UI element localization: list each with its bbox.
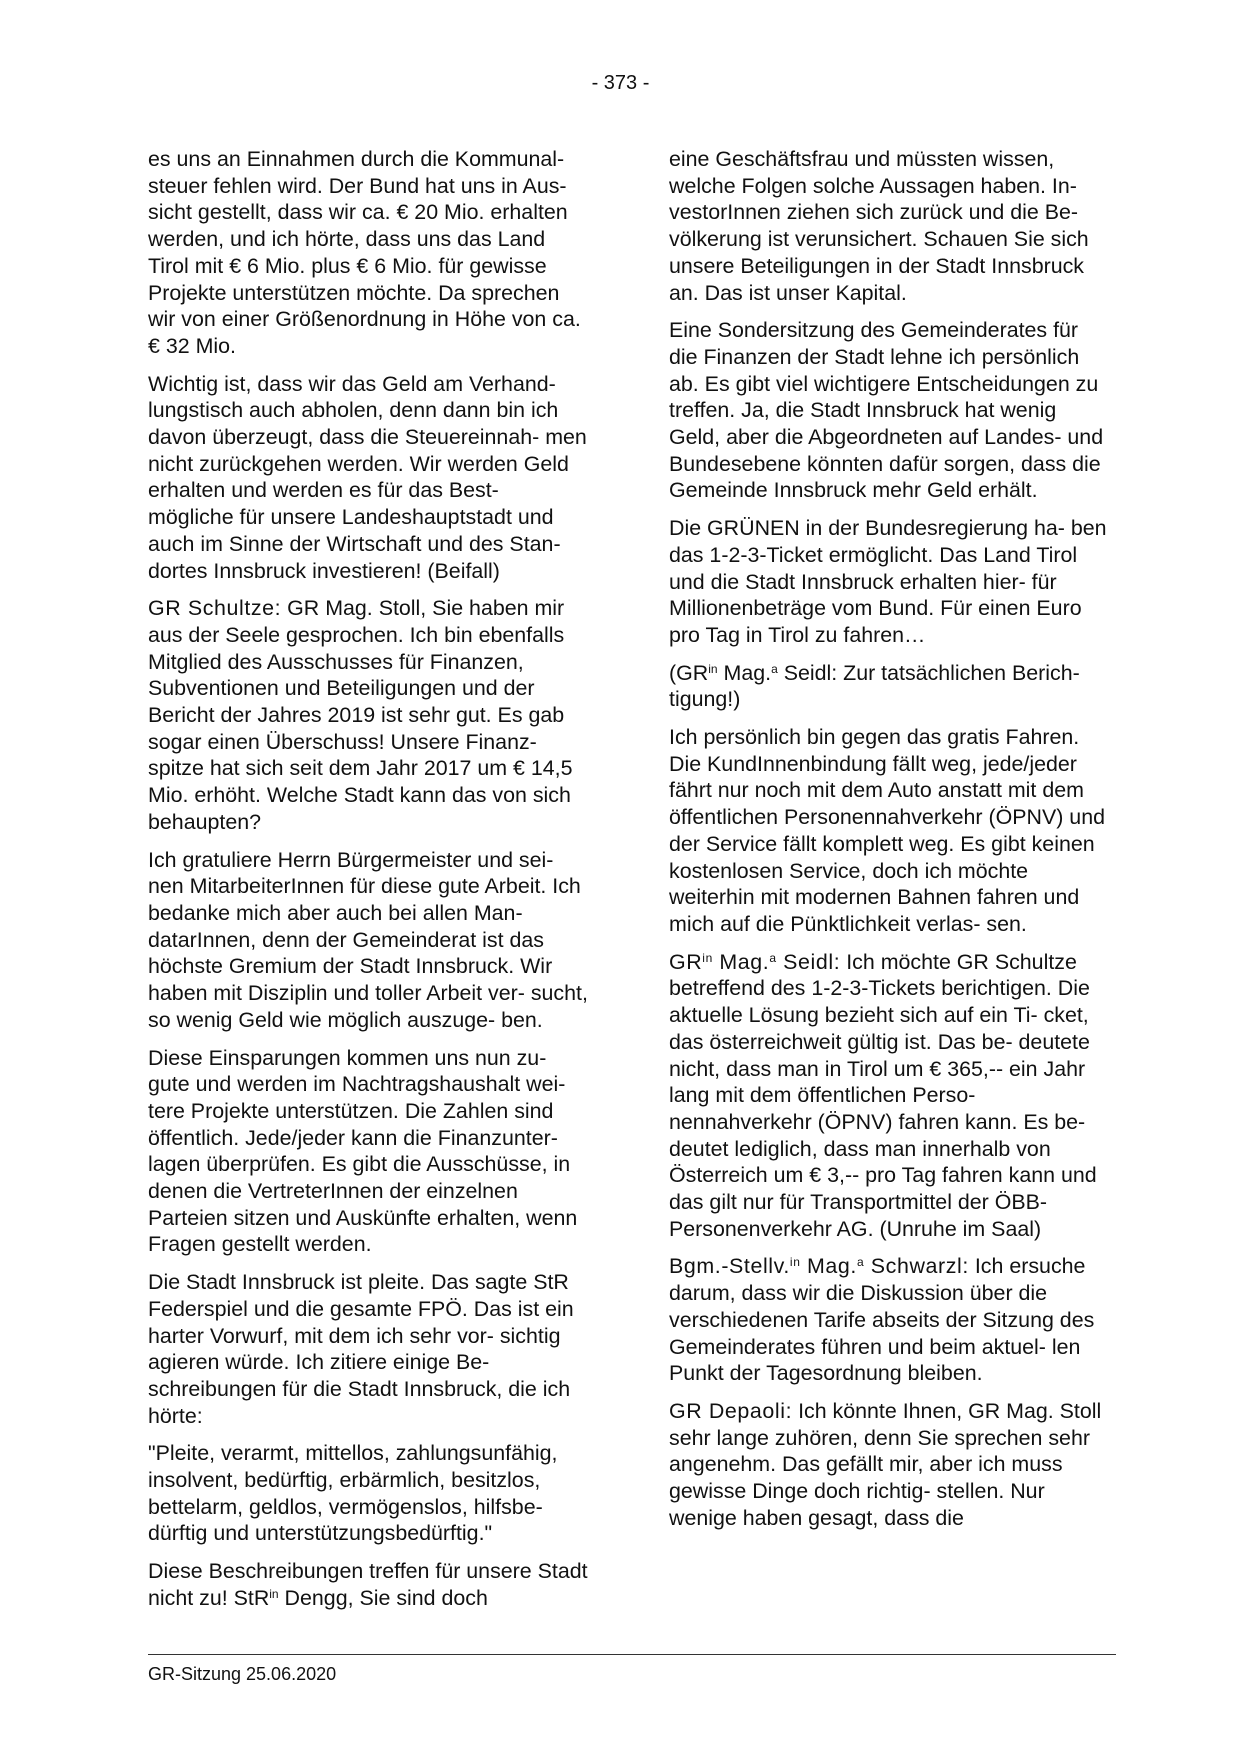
text: Schwarzl:: [864, 1254, 969, 1279]
text: Dengg, Sie sind doch: [278, 1585, 488, 1610]
paragraph: Die Stadt Innsbruck ist pleite. Das sagte StR Federspiel und die gesamte FPÖ. Das ist ein harter Vorwurf, mit dem ich sehr vor- sichtig agieren würde. Ich zitiere einige Be- schreibungen für die Stadt Innsbruck, die ich hörte:: [148, 1270, 574, 1428]
paragraph: eine Geschäftsfrau und müssten wissen, welche Folgen solche Aussagen haben. In- vestorInnen ziehen sich zurück und die Be- völkerung ist verunsichert. Schauen Sie sich unsere Beteiligungen in der Stadt Innsbruck an. Das ist unser Kapital.: [669, 147, 1089, 305]
paragraph: "Pleite, verarmt, mittellos, zahlungsunfähig, insolvent, bedürftig, erbärmlich, besitzlos, bettelarm, geldlos, vermögenslos, hilfsbe- dürftig und unterstützungsbedürftig.": [148, 1441, 558, 1546]
speaker-name: [669, 950, 840, 974]
paragraph: [669, 949, 1109, 1243]
speech-text: GR Mag. Stoll, Sie haben mir aus der Seele gesprochen. Ich bin ebenfalls Mitglied des Ausschusses für Finanzen, Subventionen und Beteiligungen und der Bericht der Jahres 2019 ist sehr gut. Es gab sogar einen Überschuss! Unsere Finanz- spitze hat sich seit dem Jahr 2017 um € 14,5 Mio. erhöht. Welche Stadt kann das von sich behaupten?: [148, 596, 573, 834]
left-column: [148, 146, 588, 1623]
paragraph: Ich gratuliere Herrn Bürgermeister und sei- nen MitarbeiterInnen für diese gute Arbeit. Ich bedanke mich aber auch bei allen Man- datarInnen, denn der Gemeinderat ist das höchste Gremium der Stadt Innsbruck. Wir haben mit Disziplin und toller Arbeit ver- sucht, so wenig Geld wie möglich auszuge- ben.: [148, 847, 588, 1032]
paragraph: Die GRÜNEN in der Bundesregierung ha- ben das 1-2-3-Ticket ermöglicht. Das Land Tirol und die Stadt Innsbruck erhalten hier- für Millionenbeträge vom Bund. Für einen Euro pro Tag in Tirol zu fahren…: [669, 516, 1107, 647]
paragraph: [669, 1398, 1109, 1532]
text: Seidl:: [776, 949, 841, 974]
paragraph: Diese Einsparungen kommen uns nun zu- gute und werden im Nachtragshaushalt wei- tere Projekte unterstützen. Die Zahlen sind öffentlich. Jede/jeder kann die Finanzunter- lagen überprüfen. Es gibt die Ausschüsse, in denen die VertreterInnen der einzelnen Parteien sitzen und Auskünfte erhalten, wenn Fragen gestellt werden.: [148, 1045, 578, 1257]
paragraph: [148, 1558, 588, 1611]
page-number: - 373 -: [591, 72, 650, 94]
superscript: in: [789, 1255, 801, 1270]
superscript: in: [269, 1586, 279, 1601]
paragraph: [669, 1253, 1109, 1387]
text: Mag.: [712, 949, 770, 974]
text: Bgm.-Stellv.: [669, 1254, 790, 1279]
text: GR: [669, 949, 703, 974]
speech-text: Ich möchte GR Schultze betreffend des 1-2-3-Tickets berichtigen. Die aktuelle Lösung bezieht sich auf ein Ti- cket, das österreichweit gültig ist. Das be- deutete nicht, dass man in Tirol um € 365,-- ein Jahr lang mit dem öffentlichen Perso- nennahverkehr (ÖPNV) fahren kann. Es be- deutet lediglich, dass man innerhalb von Österreich um € 3,-- pro Tag fahren kann und das gilt nur für Transportmittel der ÖBB-Personenverkehr AG. (Unruhe im Saal): [669, 949, 1097, 1241]
footer: GR-Sitzung 25.06.2020: [148, 1664, 337, 1684]
speech-text: Ich ersuche darum, dass wir die Diskussion über die verschiedenen Tarife abseits der Sitzung des Gemeinderates führen und beim aktuel- len Punkt der Tagesordnung bleiben.: [669, 1254, 1095, 1386]
speech-text: Ich könnte Ihnen, GR Mag. Stoll sehr lange zuhören, denn Sie sprechen sehr angenehm. Das gefällt mir, aber ich muss gewisse Dinge doch richtig- stellen. Nur wenige haben gesagt, dass die: [669, 1398, 1102, 1530]
superscript: in: [708, 661, 718, 676]
superscript: a: [856, 1255, 865, 1270]
footer-divider: [148, 1654, 1116, 1655]
text: Seidl: Zur tatsächlichen Berich- tigung!): [669, 660, 1080, 712]
paragraph: Ich persönlich bin gegen das gratis Fahren. Die KundInnenbindung fällt weg, jede/jeder fährt nur noch mit dem Auto anstatt mit dem öffentlichen Personennahverkehr (ÖPNV) und der Service fällt komplett weg. Es gibt keinen kostenlosen Service, doch ich möchte weiterhin mit modernen Bahnen fahren und mich auf die Pünktlichkeit verlas- sen.: [669, 725, 1105, 936]
superscript: a: [769, 950, 777, 965]
text: (GR: [669, 660, 709, 685]
text: Diese Beschreibungen treffen für unsere Stadt nicht zu! StR: [148, 1559, 588, 1610]
speaker-name: [669, 1254, 969, 1278]
paragraph: [148, 595, 588, 835]
speaker-name: GR Schultze:: [148, 596, 282, 621]
superscript: in: [702, 950, 713, 965]
right-column: [669, 146, 1109, 1542]
text: Mag.: [800, 1254, 857, 1279]
superscript: a: [771, 661, 778, 676]
paragraph: es uns an Einnahmen durch die Kommunal- steuer fehlen wird. Der Bund hat uns in Aus- sicht gestellt, dass wir ca. € 20 Mio. erhalten werden, und ich hörte, dass uns das Land Tirol mit € 6 Mio. plus € 6 Mio. für gewisse Projekte unterstützen möchte. Da sprechen wir von einer Größenordnung in Höhe von ca. € 32 Mio.: [148, 147, 581, 358]
text: Mag.: [717, 660, 772, 685]
speaker-name: GR Depaoli:: [669, 1398, 793, 1423]
interjection: [669, 660, 1109, 713]
paragraph: Eine Sondersitzung des Gemeinderates für die Finanzen der Stadt lehne ich persönlich ab. Es gibt viel wichtigere Entscheidungen zu treffen. Ja, die Stadt Innsbruck hat wenig Geld, aber die Abgeordneten auf Landes- und Bundesebene könnten dafür sorgen, dass die Gemeinde Innsbruck mehr Geld erhält.: [669, 318, 1104, 503]
paragraph: Wichtig ist, dass wir das Geld am Verhand- lungstisch auch abholen, denn dann bin ich davon überzeugt, dass die Steuereinnah- men nicht zurückgehen werden. Wir werden Geld erhalten und werden es für das Best- mögliche für unsere Landeshauptstadt und auch im Sinne der Wirtschaft und des Stan- dortes Innsbruck investieren! (Beifall): [148, 371, 587, 583]
